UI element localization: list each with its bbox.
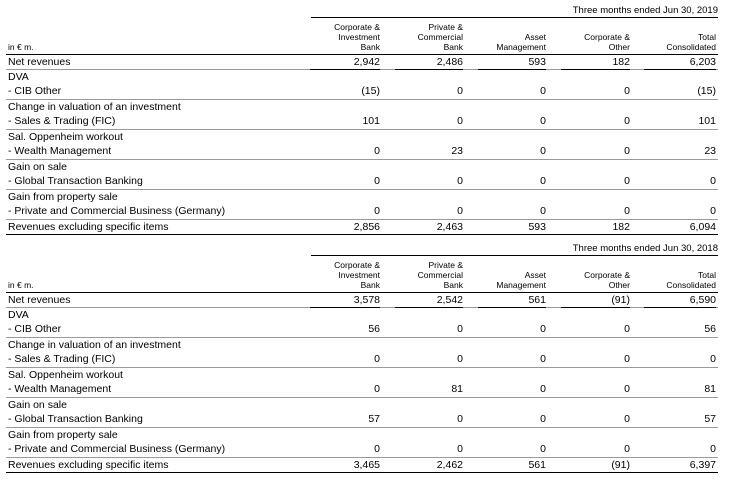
value-total: 6,203: [644, 55, 716, 70]
value-am: 0: [540, 145, 546, 157]
row-label: Net revenues: [8, 294, 71, 306]
value-pcb: 0: [457, 413, 463, 425]
column-header-line: Bank: [360, 42, 380, 52]
value-pcb: 81: [451, 383, 463, 395]
column-header-line: Bank: [443, 280, 463, 290]
row-label: Revenues excluding specific items: [8, 459, 169, 471]
column-header-line: Corporate &: [334, 22, 380, 32]
value-cib: 101: [362, 115, 380, 127]
value-am: 0: [540, 353, 546, 365]
row-revenues-excluding: [6, 458, 718, 473]
value-am: 0: [540, 205, 546, 217]
value-total: 101: [698, 115, 716, 127]
column-header-total: [644, 270, 716, 290]
value-co: 0: [624, 115, 630, 127]
row-label: Gain from property sale: [8, 429, 118, 441]
unit-label: in € m.: [8, 42, 34, 52]
row-oppenheim: [6, 368, 718, 397]
row-investment: [6, 338, 718, 367]
value-total: 81: [704, 383, 716, 395]
row-net-revenues: [6, 54, 718, 69]
value-cib: 2,856: [353, 221, 380, 233]
column-header-pcb: [395, 260, 463, 290]
value-co: 0: [624, 413, 630, 425]
value-pcb: 2,486: [395, 55, 463, 70]
value-co: 0: [624, 443, 630, 455]
value-am: 561: [478, 293, 546, 308]
row-label: Revenues excluding specific items: [8, 221, 169, 233]
row-label: Change in valuation of an investment: [8, 101, 181, 113]
value-co: 0: [624, 205, 630, 217]
column-header: [6, 18, 718, 54]
value-pcb: 0: [457, 205, 463, 217]
row-oppenheim: [6, 130, 718, 159]
value-co: 0: [624, 175, 630, 187]
value-cib: 0: [374, 383, 380, 395]
column-header-line: Consolidated: [666, 42, 716, 52]
column-header-line: Corporate &: [584, 32, 630, 42]
value-pcb: 23: [451, 145, 463, 157]
row-investment: [6, 100, 718, 129]
column-header-line: Investment: [338, 32, 380, 42]
row-label: Gain on sale: [8, 399, 67, 411]
row-label: DVA: [8, 309, 29, 321]
value-co: 182: [612, 221, 630, 233]
row-sublabel: - Global Transaction Banking: [8, 413, 143, 425]
period-label: Three months ended Jun 30, 2019: [311, 4, 718, 18]
value-am: 0: [540, 413, 546, 425]
value-cib: (15): [361, 85, 380, 97]
value-am: 593: [528, 221, 546, 233]
column-header-line: Asset: [524, 32, 546, 42]
row-gain_sale: [6, 160, 718, 189]
row-sublabel: - Sales & Trading (FIC): [8, 353, 116, 365]
value-co: 0: [624, 353, 630, 365]
row-label: Change in valuation of an investment: [8, 339, 181, 351]
column-header-co: [561, 270, 630, 290]
period-label: Three months ended Jun 30, 2018: [311, 242, 718, 256]
row-sublabel: - Global Transaction Banking: [8, 175, 143, 187]
value-am: 0: [540, 85, 546, 97]
value-co: 0: [624, 85, 630, 97]
value-pcb: 2,542: [395, 293, 463, 308]
column-header-line: Corporate &: [334, 260, 380, 270]
value-cib: 2,942: [310, 55, 380, 70]
value-total: 23: [704, 145, 716, 157]
row-label: Gain from property sale: [8, 191, 118, 203]
value-pcb: 0: [457, 85, 463, 97]
value-cib: 3,578: [310, 293, 380, 308]
value-total: 57: [704, 413, 716, 425]
value-co: (91): [611, 459, 630, 471]
row-label: DVA: [8, 71, 29, 83]
value-cib: 0: [374, 353, 380, 365]
value-co: 0: [624, 323, 630, 335]
value-total: 0: [710, 443, 716, 455]
value-pcb: 2,462: [436, 459, 463, 471]
row-dva: [6, 70, 718, 99]
column-header-line: Other: [608, 42, 630, 52]
column-header-line: Private &: [428, 22, 463, 32]
value-cib: 0: [374, 145, 380, 157]
column-header-pcb: [395, 22, 463, 52]
value-am: 593: [478, 55, 546, 70]
unit-label: in € m.: [8, 280, 34, 290]
row-sublabel: - Wealth Management: [8, 145, 112, 157]
value-total: 6,590: [644, 293, 716, 308]
revenue-table-1: [6, 4, 718, 235]
value-pcb: 0: [457, 443, 463, 455]
row-sublabel: - Private and Commercial Business (Germany): [8, 443, 226, 455]
column-header-co: [561, 32, 630, 52]
value-co: 0: [624, 383, 630, 395]
column-header-line: Total: [698, 270, 716, 280]
column-header-am: [478, 32, 546, 52]
row-property: [6, 428, 718, 457]
value-total: (15): [697, 85, 716, 97]
value-am: 0: [540, 323, 546, 335]
column-header-total: [644, 32, 716, 52]
value-pcb: 0: [457, 353, 463, 365]
column-header-line: Management: [496, 280, 546, 290]
column-header-line: Commercial: [417, 270, 463, 280]
row-net-revenues: [6, 292, 718, 307]
value-co: 0: [624, 145, 630, 157]
row-dva: [6, 308, 718, 337]
value-pcb: 2,463: [436, 221, 463, 233]
row-sublabel: - CIB Other: [8, 323, 62, 335]
value-total: 6,094: [689, 221, 716, 233]
row-revenues-excluding: [6, 220, 718, 235]
value-cib: 57: [368, 413, 380, 425]
value-co: (91): [561, 293, 630, 308]
row-label: Gain on sale: [8, 161, 67, 173]
value-cib: 3,465: [353, 459, 380, 471]
value-pcb: 0: [457, 323, 463, 335]
value-total: 6,397: [689, 459, 716, 471]
value-total: 0: [710, 205, 716, 217]
value-total: 56: [704, 323, 716, 335]
column-header-line: Investment: [338, 270, 380, 280]
column-header-cib: [310, 22, 380, 52]
revenue-table-2: [6, 242, 718, 473]
value-am: 0: [540, 383, 546, 395]
column-header-line: Other: [608, 280, 630, 290]
value-am: 0: [540, 115, 546, 127]
column-header-line: Asset: [524, 270, 546, 280]
column-header-line: Bank: [360, 280, 380, 290]
row-sublabel: - CIB Other: [8, 85, 62, 97]
row-property: [6, 190, 718, 219]
column-header-line: Consolidated: [666, 280, 716, 290]
value-co: 182: [561, 55, 630, 70]
value-cib: 0: [374, 175, 380, 187]
column-header-am: [478, 270, 546, 290]
column-header-cib: [310, 260, 380, 290]
column-header-line: Total: [698, 32, 716, 42]
row-label: Sal. Oppenheim workout: [8, 369, 123, 381]
column-header: [6, 256, 718, 292]
row-label: Sal. Oppenheim workout: [8, 131, 123, 143]
row-label: Net revenues: [8, 56, 71, 68]
value-am: 561: [528, 459, 546, 471]
value-total: 0: [710, 353, 716, 365]
row-sublabel: - Sales & Trading (FIC): [8, 115, 116, 127]
column-header-line: Commercial: [417, 32, 463, 42]
value-pcb: 0: [457, 175, 463, 187]
row-sublabel: - Private and Commercial Business (Germany): [8, 205, 226, 217]
column-header-line: Corporate &: [584, 270, 630, 280]
column-header-line: Private &: [428, 260, 463, 270]
row-sublabel: - Wealth Management: [8, 383, 112, 395]
value-cib: 0: [374, 443, 380, 455]
value-total: 0: [710, 175, 716, 187]
value-pcb: 0: [457, 115, 463, 127]
value-am: 0: [540, 175, 546, 187]
column-header-line: Bank: [443, 42, 463, 52]
value-cib: 56: [368, 323, 380, 335]
value-cib: 0: [374, 205, 380, 217]
value-am: 0: [540, 443, 546, 455]
column-header-line: Management: [496, 42, 546, 52]
row-gain_sale: [6, 398, 718, 427]
